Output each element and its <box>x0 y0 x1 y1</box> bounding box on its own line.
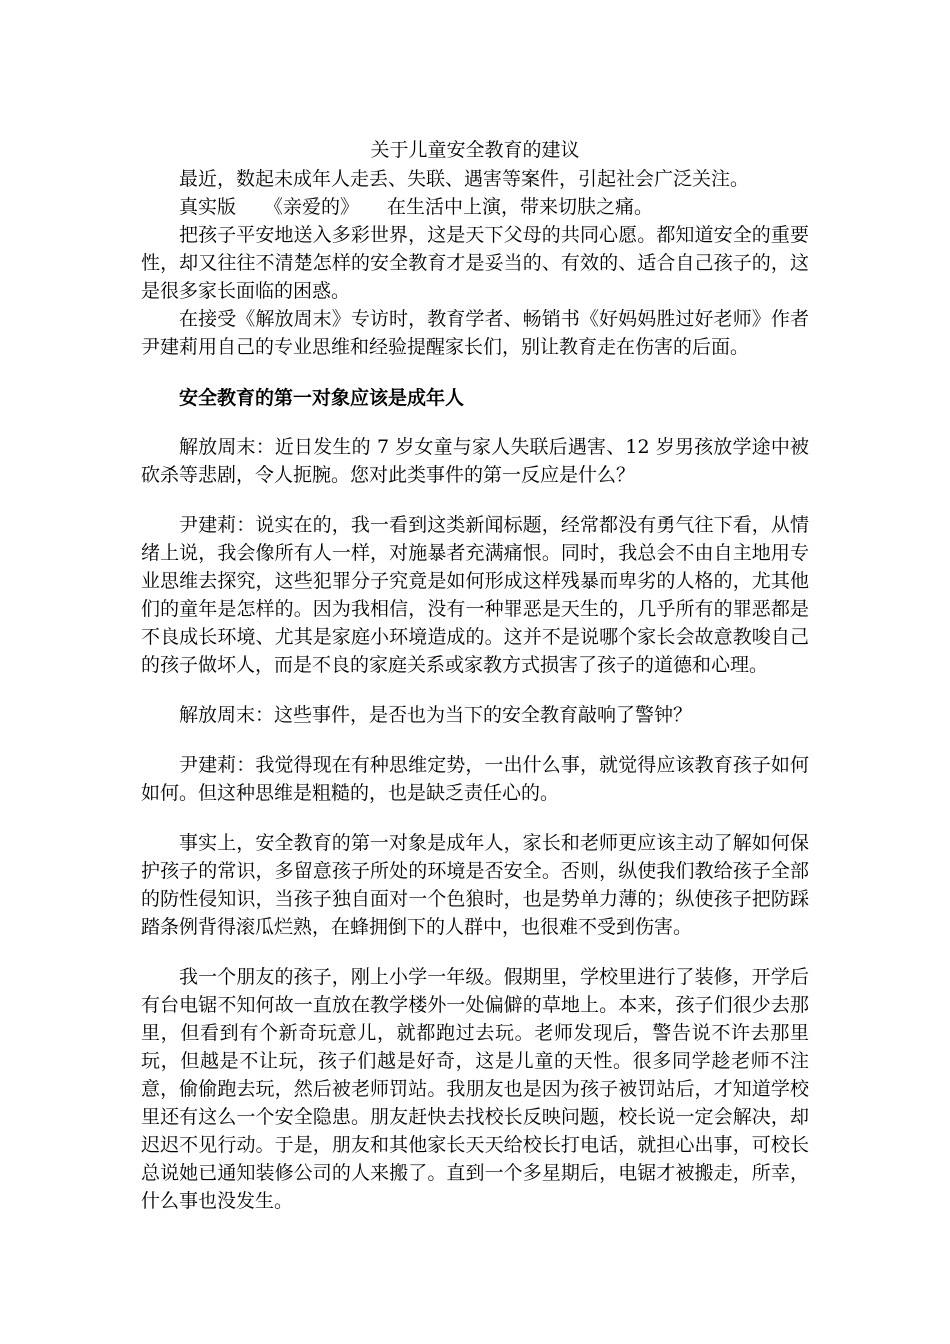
body-paragraph-6: 我一个朋友的孩子，刚上小学一年级。假期里，学校里进行了装修，开学后有台电锯不知何故一直放在教学楼外一处偏僻的草地上。本来，孩子们很少去那里，但看到有个新奇玩意儿，就都跑过去玩。老师发现后，警告说不许去那里玩，但越是不让玩，孩子们越是好奇，这是儿童的天性。很多同学趁老师不注意，偷偷跑去玩，然后被老师罚站。我朋友也是因为孩子被罚站后，才知道学校里还有这么一个安全隐患。朋友赶快去找校长反映问题，校长说一定会解决，却迟迟不见行动。于是，朋友和其他家长天天给校长打电话，就担心出事，可校长总说她已通知装修公司的人来搬了。直到一个多星期后，电锯才被搬走，所幸，什么事也没发生。 <box>141 966 809 1212</box>
body-paragraph-1: 解放周末：近日发生的 7 岁女童与家人失联后遇害、12 岁男孩放学途中被砍杀等悲剧，令人扼腕。您对此类事件的第一反应是什么？ <box>141 436 809 486</box>
document-body <box>141 135 809 1215</box>
section-heading: 安全教育的第一对象应该是成年人 <box>179 387 465 409</box>
intro-paragraph-2 <box>141 193 809 221</box>
body-paragraph-5: 事实上，安全教育的第一对象是成年人，家长和老师更应该主动了解如何保护孩子的常识，多留意孩子所处的环境是否安全。否则，纵使我们教给孩子全部的防性侵知识，当孩子独自面对一个色狼时，也是势单力薄的；纵使孩子把防踩踏条例背得滚瓜烂熟，在蜂拥倒下的人群中，也很难不受到伤害。 <box>141 832 809 938</box>
intro-fragment-3: 在生活中上演，带来切肤之痛。 <box>387 196 654 218</box>
intro-paragraph-4: 在接受《解放周末》专访时，教育学者、畅销书《好妈妈胜过好老师》作者尹建莉用自己的专业思维和经验提醒家长们，别让教育走在伤害的后面。 <box>141 308 809 358</box>
intro-paragraph-1: 最近，数起未成年人走丢、失联、遇害等案件，引起社会广泛关注。 <box>179 168 750 190</box>
intro-fragment-2: 《亲爱的》 <box>264 196 360 218</box>
body-paragraph-4: 尹建莉：我觉得现在有种思维定势，一出什么事，就觉得应该教育孩子如何如何。但这种思维是粗糙的，也是缺乏责任心的。 <box>141 754 809 804</box>
intro-fragment-1: 真实版 <box>179 196 237 218</box>
document-title: 关于儿童安全教育的建议 <box>370 139 580 161</box>
body-paragraph-3: 解放周末：这些事件，是否也为当下的安全教育敲响了警钟？ <box>179 704 693 726</box>
body-paragraph-2: 尹建莉：说实在的，我一看到这类新闻标题，经常都没有勇气往下看，从情绪上说，我会像所有人一样，对施暴者充满痛恨。同时，我总会不由自主地用专业思维去探究，这些犯罪分子究竟是如何形成这样残暴而卑劣的人格的，尤其他们的童年是怎样的。因为我相信，没有一种罪恶是天生的，几乎所有的罪恶都是不良成长环境、尤其是家庭小环境造成的。这并不是说哪个家长会故意教唆自己的孩子做坏人，而是不良的家庭关系或家教方式损害了孩子的道德和心理。 <box>141 514 809 676</box>
intro-paragraph-3: 把孩子平安地送入多彩世界，这是天下父母的共同心愿。都知道安全的重要性，却又往往不清楚怎样的安全教育才是妥当的、有效的、适合自己孩子的，这是很多家长面临的困惑。 <box>141 224 809 302</box>
